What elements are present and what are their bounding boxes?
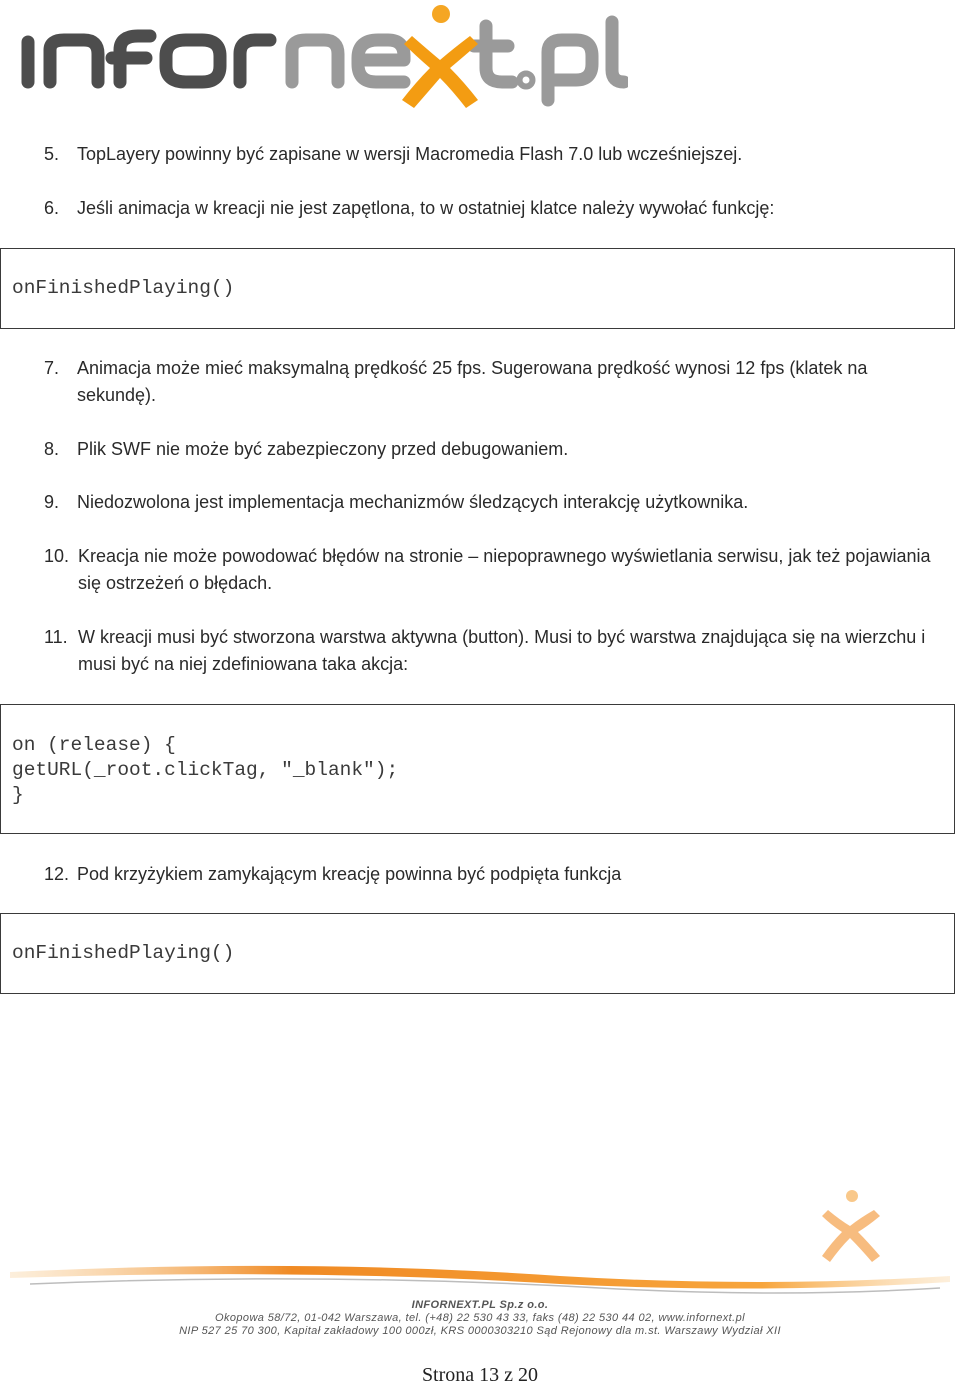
item-number: 10. <box>44 546 70 566</box>
x-figure-icon <box>822 1190 880 1262</box>
item-text: Plik SWF nie może być zabezpieczony przed debugowaniem. <box>77 439 569 459</box>
code-block <box>0 248 955 329</box>
footer-address: Okopowa 58/72, 01-042 Warszawa, tel. (+48) 22 530 43 33, faks (48) 22 530 44 02, www.infornext.pl <box>215 1312 745 1324</box>
code-line: } <box>12 784 24 806</box>
footer-registry: NIP 527 25 70 300, Kapitał zakładowy 100 000zł, KRS 0000303210 Sąd Rejonowy dla m.st. Warszawy Wydział XII <box>179 1325 781 1337</box>
footer-company: INFORNEXT.PL Sp.z o.o. <box>411 1299 549 1311</box>
item-text: Niedozwolona jest implementacja mechanizmów śledzących interakcję użytkownika. <box>77 492 749 512</box>
item-number: 11. <box>44 627 68 647</box>
page-sep: z <box>504 1364 514 1386</box>
list-item <box>44 141 944 168</box>
list-item <box>44 355 944 409</box>
list-item <box>44 489 944 516</box>
item-text: W kreacji musi być stworzona warstwa aktywna (button). Musi to być warstwa znajdująca się na wierzchu i musi być na niej zdefiniowana taka akcja: <box>78 627 926 674</box>
infornext-logo <box>8 0 628 118</box>
code-line: on (release) { <box>12 734 176 756</box>
item-number: 9. <box>44 492 60 512</box>
list-item <box>44 543 944 597</box>
code-block <box>0 704 955 834</box>
item-text: Animacja może mieć maksymalną prędkość 25 fps. Sugerowana prędkość wynosi 12 fps (klatek na sekundę). <box>77 358 868 405</box>
code-block <box>0 913 955 994</box>
item-text: TopLayery powinny być zapisane w wersji Macromedia Flash 7.0 lub wcześniejszej. <box>77 144 743 164</box>
list-item <box>44 436 944 463</box>
code-line: onFinishedPlaying() <box>12 942 235 964</box>
code-line: getURL(_root.clickTag, "_blank"); <box>12 759 399 781</box>
item-number: 6. <box>44 198 60 218</box>
code-line: onFinishedPlaying() <box>12 277 235 299</box>
x-figure-icon <box>402 5 478 108</box>
item-number: 5. <box>44 144 60 164</box>
item-number: 12. <box>44 864 70 884</box>
page-number <box>0 1364 960 1387</box>
list-item <box>44 861 944 888</box>
page-total: 20 <box>518 1364 539 1386</box>
item-text: Kreacja nie może powodować błędów na stronie – niepoprawnego wyświetlania serwisu, jak też pojawiania się ostrzeżeń o błędach. <box>78 546 931 593</box>
page-prefix: Strona <box>421 1364 475 1386</box>
item-text: Pod krzyżykiem zamykającym kreację powinna być podpięta funkcja <box>77 864 622 884</box>
item-number: 8. <box>44 439 60 459</box>
list-item <box>44 624 944 678</box>
item-text: Jeśli animacja w kreacji nie jest zapętlona, to w ostatniej klatce należy wywołać funkcję: <box>77 198 775 218</box>
page-current: 13 <box>479 1364 500 1386</box>
list-item <box>44 195 944 222</box>
item-number: 7. <box>44 358 60 378</box>
